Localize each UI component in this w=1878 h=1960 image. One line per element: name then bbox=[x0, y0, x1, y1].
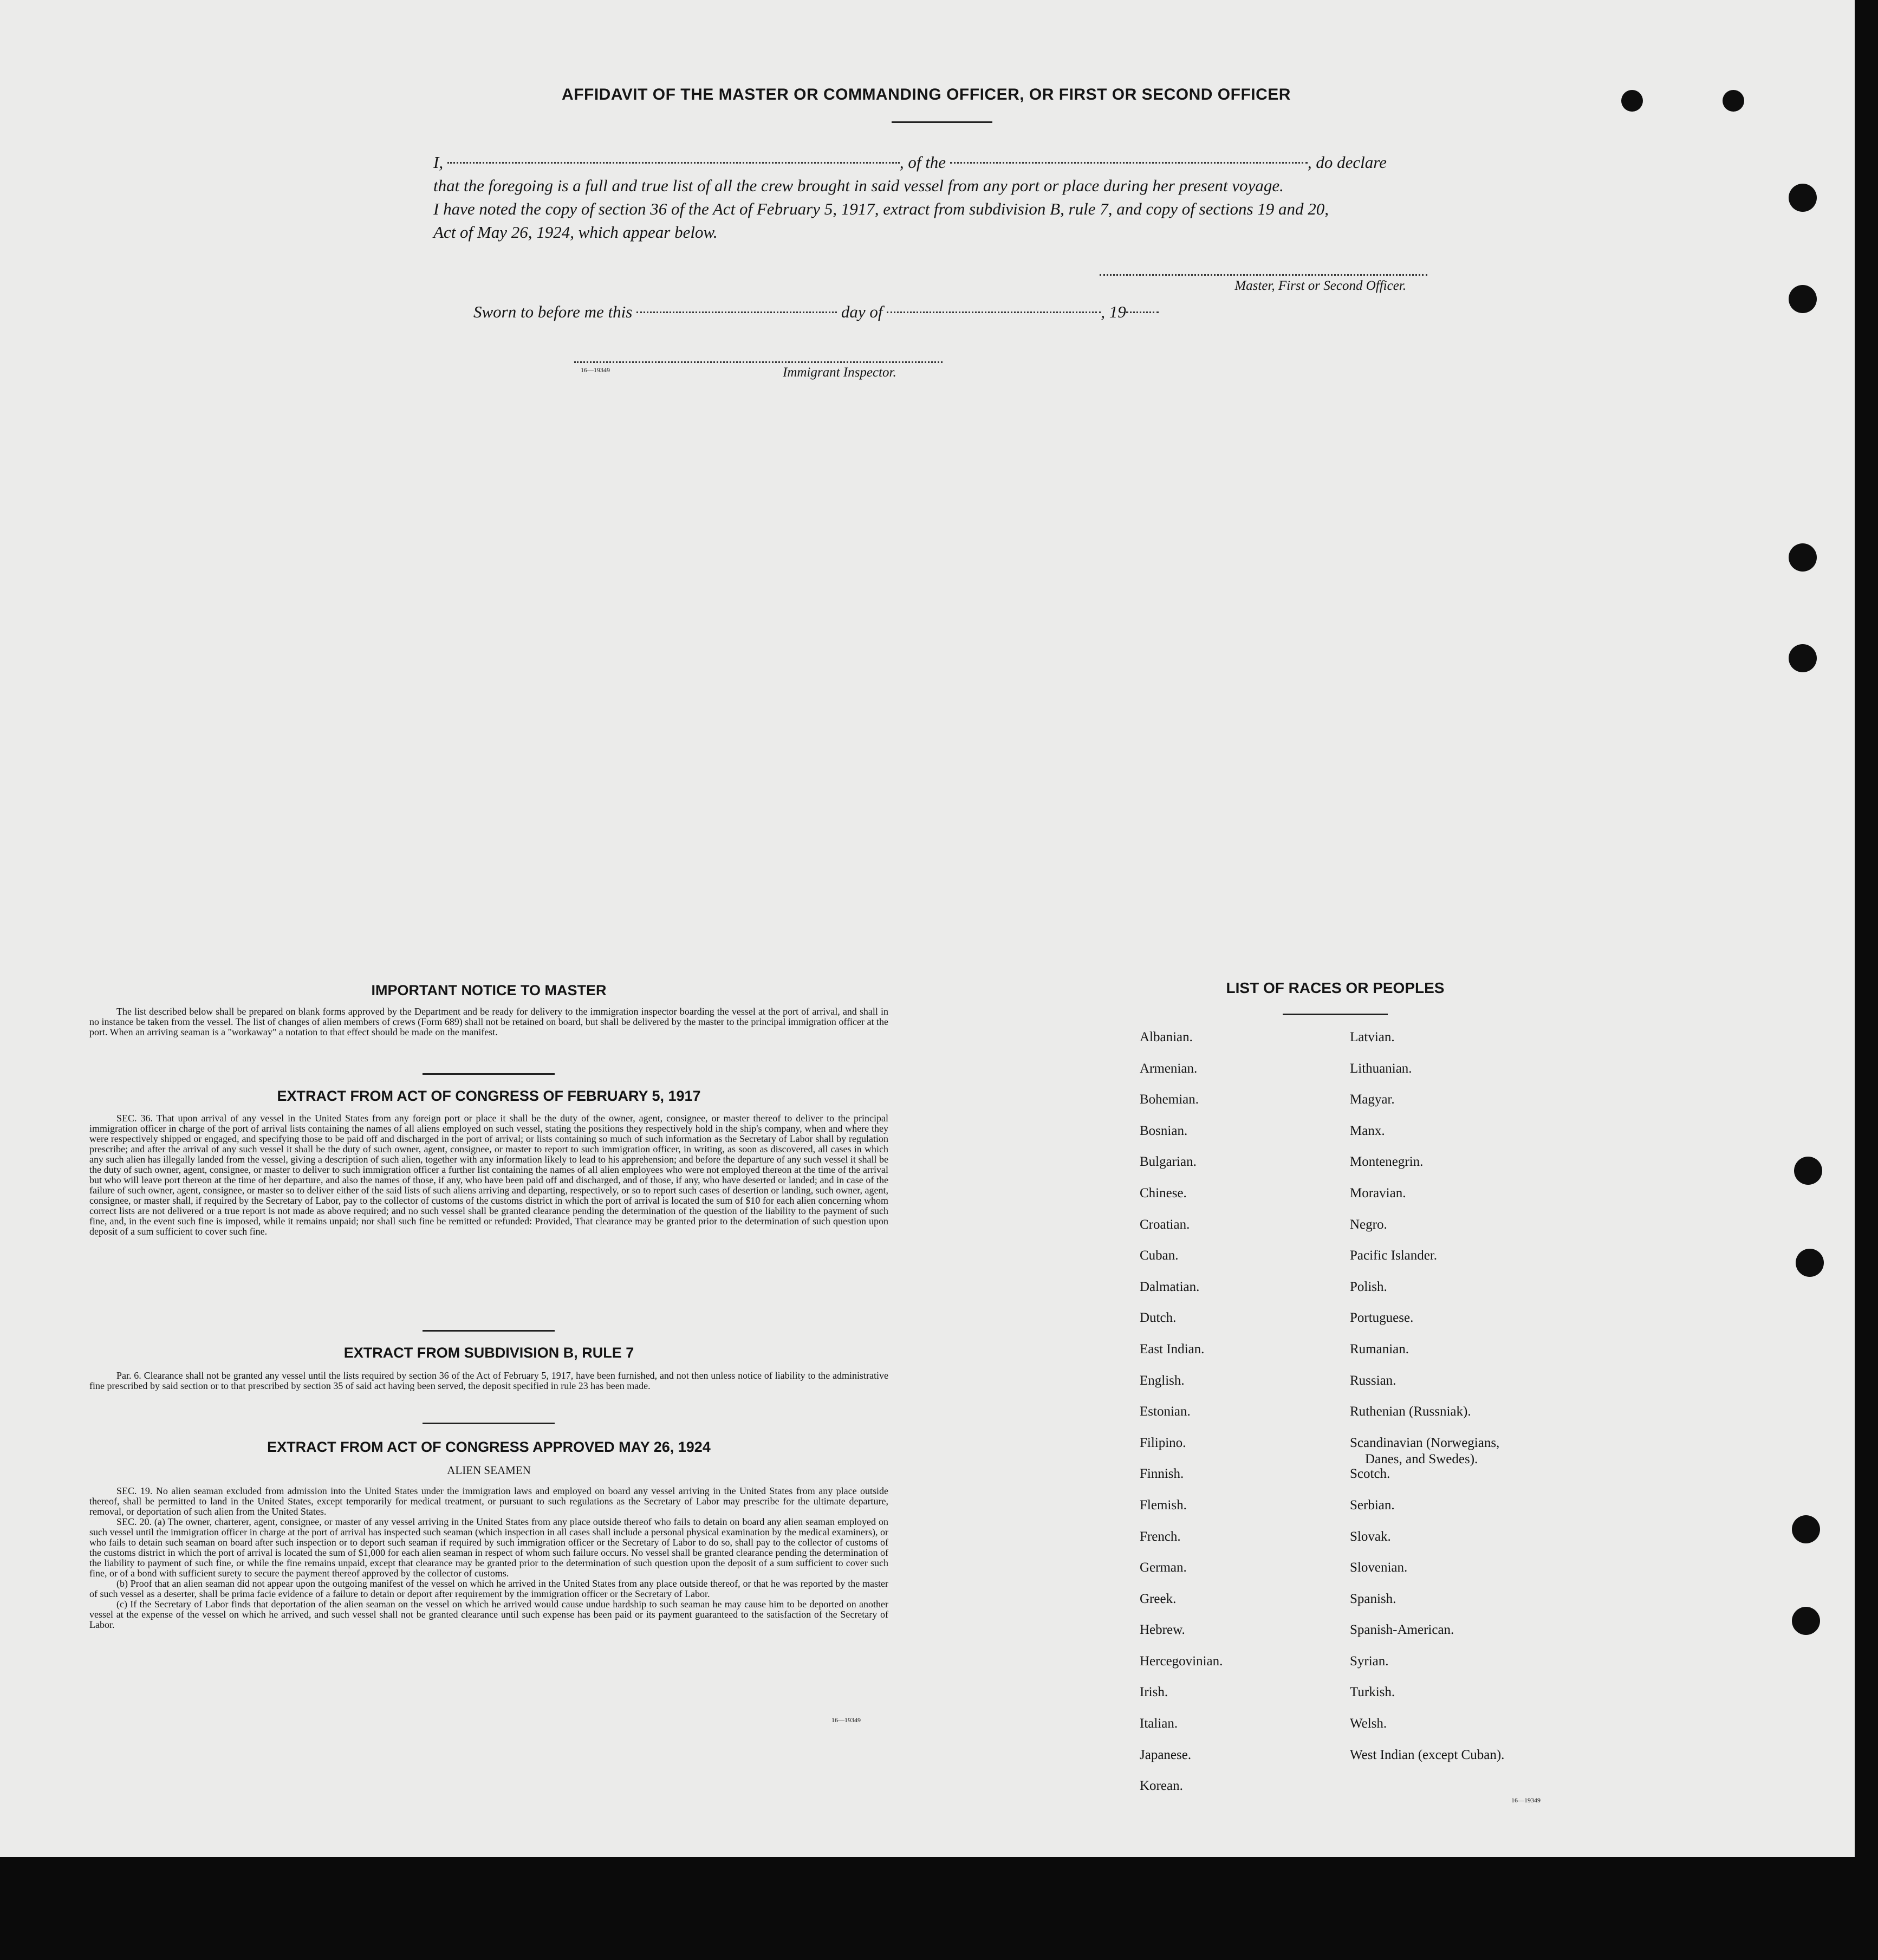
name-blank bbox=[447, 162, 900, 164]
race-item: Chinese. bbox=[1140, 1185, 1187, 1200]
race-item: Scotch. bbox=[1350, 1466, 1390, 1482]
race-item: Bulgarian. bbox=[1140, 1154, 1197, 1170]
race-item: Scandinavian (Norwegians, Danes, and Swedes). bbox=[1350, 1435, 1500, 1466]
month-blank bbox=[887, 311, 1101, 313]
punch-hole bbox=[1621, 90, 1643, 112]
race-item: Finnish. bbox=[1140, 1466, 1184, 1482]
race-item: Serbian. bbox=[1350, 1497, 1395, 1513]
race-item: French. bbox=[1140, 1529, 1181, 1544]
race-item: Portuguese. bbox=[1350, 1310, 1414, 1326]
day-blank bbox=[636, 311, 837, 313]
race-item: Greek. bbox=[1140, 1591, 1177, 1606]
race-item: German. bbox=[1140, 1560, 1187, 1575]
sworn-line: Sworn to before me this day of , 19 bbox=[473, 302, 1159, 322]
punch-hole bbox=[1796, 1249, 1824, 1277]
race-item: Negro. bbox=[1350, 1217, 1387, 1232]
race-item: Bosnian. bbox=[1140, 1123, 1188, 1138]
race-item: Russian. bbox=[1350, 1373, 1396, 1388]
race-item: Japanese. bbox=[1140, 1747, 1192, 1762]
race-item: Rumanian. bbox=[1350, 1341, 1409, 1357]
race-item: Korean. bbox=[1140, 1779, 1183, 1794]
race-item: Albanian. bbox=[1140, 1030, 1193, 1044]
form-number: 16—19349 bbox=[1511, 1796, 1541, 1804]
affidavit-body bbox=[433, 151, 1463, 244]
race-item: Bohemian. bbox=[1140, 1092, 1199, 1107]
year-blank bbox=[1126, 311, 1159, 313]
race-item: Spanish-American. bbox=[1350, 1622, 1454, 1638]
race-item: Flemish. bbox=[1140, 1497, 1187, 1513]
races-divider bbox=[1283, 1014, 1388, 1015]
race-item: Manx. bbox=[1350, 1123, 1385, 1138]
affidavit-title: AFFIDAVIT OF THE MASTER OR COMMANDING OFFICER, OR FIRST OR SECOND OFFICER bbox=[562, 86, 1291, 103]
race-item-continuation: Danes, and Swedes). bbox=[1365, 1451, 1478, 1466]
punch-hole bbox=[1789, 285, 1817, 313]
punch-hole bbox=[1789, 644, 1817, 672]
sec-19: SEC. 19. No alien seaman excluded from admission into the United States under the immigration laws and employed on board any vessel arriving in the United States from any place outside thereof, shall be permitted to land in the United States, except temporarily for medical treatment, or pursuant to such regulations as the Secretary of Labor may prescribe for the ultimate departure, removal, or deportation of such alien from the United States. bbox=[89, 1485, 888, 1517]
race-item: Pacific Islander. bbox=[1350, 1248, 1438, 1263]
race-item: Ruthenian (Russniak). bbox=[1350, 1404, 1471, 1419]
section-divider bbox=[423, 1073, 555, 1075]
extract-1917-title: EXTRACT FROM ACT OF CONGRESS OF FEBRUARY 5, 1917 bbox=[277, 1088, 701, 1104]
sec-20c: (c) If the Secretary of Labor finds that deportation of the alien seaman on the vessel on which he arrived would cause undue hardship to such seaman he may cause him to be deported on another vessel at the expense of the vessel on which he arrived, and such vessel shall not be granted clearance until such expense has been paid or its payment guaranteed to the satisfaction of the Secretary of Labor. bbox=[89, 1599, 888, 1630]
notice-title: IMPORTANT NOTICE TO MASTER bbox=[371, 982, 607, 998]
inspector-label: Immigrant Inspector. bbox=[783, 365, 896, 380]
race-item: Polish. bbox=[1350, 1279, 1387, 1294]
vessel-blank bbox=[950, 162, 1308, 164]
extract-rule7-text: Par. 6. Clearance shall not be granted any vessel until the lists required by section 36 of the Act of February 5, 1917, have been furnished, and not then unless notice of liability to the administrative fine prescribed by said section or to that prescribed by section 35 of said act having been served, the deposit specified in rule 23 has been made. bbox=[89, 1370, 888, 1391]
race-item: Cuban. bbox=[1140, 1248, 1179, 1263]
race-item: Montenegrin. bbox=[1350, 1154, 1424, 1170]
affidavit-line-1: I, , of the , do declare bbox=[433, 153, 1387, 172]
form-number: 16—19349 bbox=[581, 366, 610, 374]
punch-hole bbox=[1794, 1157, 1822, 1185]
race-item: Syrian. bbox=[1350, 1653, 1389, 1669]
extract-1924-title: EXTRACT FROM ACT OF CONGRESS APPROVED MAY 26, 1924 bbox=[267, 1439, 711, 1455]
form-number: 16—19349 bbox=[831, 1716, 861, 1724]
race-item: Latvian. bbox=[1350, 1030, 1395, 1044]
race-item: Turkish. bbox=[1350, 1685, 1395, 1700]
race-item: Spanish. bbox=[1350, 1591, 1396, 1606]
race-item: Hercegovinian. bbox=[1140, 1653, 1223, 1669]
race-item: Lithuanian. bbox=[1350, 1061, 1412, 1076]
section-divider bbox=[423, 1423, 555, 1424]
punch-hole bbox=[1792, 1607, 1820, 1635]
section-divider bbox=[423, 1330, 555, 1332]
notice-text: The list described below shall be prepared on blank forms approved by the Department and be ready for delivery to the immigration inspector boarding the vessel at the port of arrival, and shall in no instance be taken from the vessel. The list of changes of alien members of crews (Form 689) shall not be retained on board, but shall be delivered by the master to the principal immigration officer at the port. When an arriving seaman is a "workaway" a notation to that effect should be made on the manifest. bbox=[89, 1006, 888, 1037]
race-item: Dalmatian. bbox=[1140, 1279, 1200, 1294]
extract-rule7-title: EXTRACT FROM SUBDIVISION B, RULE 7 bbox=[343, 1345, 634, 1361]
race-item: Irish. bbox=[1140, 1685, 1168, 1700]
master-signature-label: Master, First or Second Officer. bbox=[1234, 278, 1406, 293]
inspector-signature-line bbox=[574, 361, 943, 363]
race-item: Armenian. bbox=[1140, 1061, 1198, 1076]
punch-hole bbox=[1789, 543, 1817, 572]
punch-hole bbox=[1723, 90, 1744, 112]
race-item: Slovak. bbox=[1350, 1529, 1391, 1544]
race-item: Magyar. bbox=[1350, 1092, 1395, 1107]
race-item: Filipino. bbox=[1140, 1435, 1186, 1450]
punch-hole bbox=[1792, 1515, 1820, 1543]
race-item: Dutch. bbox=[1140, 1310, 1177, 1326]
extract-1917-text: SEC. 36. That upon arrival of any vessel in the United States from any foreign port or place it shall be the duty of the owner, agent, consignee, or master thereof to deliver to the principal immigration officer in charge of the port of arrival lists containing the names of all aliens employed on such vessel, stating the positions they respectively hold in the ship's company, when and where they were respectively shipped or engaged, and specifying those to be paid off and discharged in the port of arrival; or lists containing so much of such information as the Secretary of Labor shall by regulation prescribe; and after the arrival of any such vessel it shall be the duty of such owner, agent, consignee, or master to report to such immigration officer, in writing, as soon as discovered, all cases in which any such alien has illegally landed from the vessel, giving a description of such alien, together with any information likely to lead to his apprehension; and before the departure of any such vessel it shall be the duty of such owner, agent, consignee, or master to deliver to such immigration officer a further list containing the names of all alien employees who were not employed thereon at the time of the arrival but who will leave port thereon at the time of her departure, and also the names of those, if any, who have been paid off and discharged, and of those, if any, who have deserted or landed; and in case of the failure of such owner, agent, consignee, or master so to deliver either of the said lists of such aliens arriving and departing, respectively, or so to report such cases of desertion or landing, such owner, agent, consignee, or master shall, if required by the Secretary of Labor, pay to the collector of customs of the customs district in which the port of arrival is located the sum of $10 for each alien concerning whom correct lists are not delivered or a true report is not made as above required; and no such vessel shall be granted clearance pending the determination of the question of the liability to the payment of such fine, and, in the event such fine is imposed, while it remains unpaid; nor shall such fine be remitted or refunded: Provided, That clearance may be granted prior to the determination of such question upon deposit of a sum sufficient to cover such fine. bbox=[89, 1113, 888, 1237]
races-column-2 bbox=[1350, 1029, 1610, 1778]
race-item: Italian. bbox=[1140, 1716, 1178, 1731]
race-item: Hebrew. bbox=[1140, 1622, 1185, 1638]
race-item: East Indian. bbox=[1140, 1341, 1205, 1357]
title-divider bbox=[892, 121, 992, 123]
sec-20b: (b) Proof that an alien seaman did not appear upon the outgoing manifest of the vessel on which he arrived in the United States from any place outside thereof, or that he was reported by the master of such vessel as a deserter, shall be prima facie evidence of a failure to detain or deport after requirement by the immigration officer or the Secretary of Labor. bbox=[89, 1578, 888, 1599]
race-item: English. bbox=[1140, 1373, 1185, 1388]
extract-1924-text bbox=[89, 1486, 888, 1630]
master-signature-line bbox=[1100, 274, 1427, 276]
races-title: LIST OF RACES OR PEOPLES bbox=[1226, 979, 1445, 996]
race-item: West Indian (except Cuban). bbox=[1350, 1747, 1505, 1762]
affidavit-line-4: Act of May 26, 1924, which appear below. bbox=[433, 223, 718, 242]
races-column-1 bbox=[1140, 1029, 1318, 1809]
race-item: Estonian. bbox=[1140, 1404, 1191, 1419]
affidavit-line-2: that the foregoing is a full and true list of all the crew brought in said vessel from any port or place during her present voyage. bbox=[433, 176, 1284, 195]
race-item: Moravian. bbox=[1350, 1185, 1406, 1200]
punch-hole bbox=[1789, 184, 1817, 212]
affidavit-line-3: I have noted the copy of section 36 of the Act of February 5, 1917, extract from subdivision B, rule 7, and copy of sections 19 and 20, bbox=[433, 199, 1329, 218]
race-item: Slovenian. bbox=[1350, 1560, 1408, 1575]
sec-20a: SEC. 20. (a) The owner, charterer, agent, consignee, or master of any vessel arriving in the United States from any place outside thereof who fails to detain on board any alien seaman employed on such vessel until the immigration officer in charge at the port of arrival has inspected such seaman (which inspection in all cases shall include a personal physical examination by the medical examiners), or who fails to detain such seaman on board after such inspection or to deport such seaman if required by such immigration officer or the Secretary of Labor to do so, shall pay to the collector of customs of the customs district in which the port of arrival is located the sum of $1,000 for each alien seaman in respect of whom such failure occurs. No vessel shall be granted clearance pending the determination of the liability to payment of such fine, or while the fine remains unpaid, except that clearance may be granted prior to the determination of such question upon the deposit of a sum sufficient to cover such fine, or of a bond with sufficient surety to secure the payment thereof approved by the collector of customs. bbox=[89, 1516, 888, 1579]
alien-seamen-subtitle: ALIEN SEAMEN bbox=[447, 1464, 531, 1477]
race-item: Croatian. bbox=[1140, 1217, 1190, 1232]
race-item: Welsh. bbox=[1350, 1716, 1387, 1731]
